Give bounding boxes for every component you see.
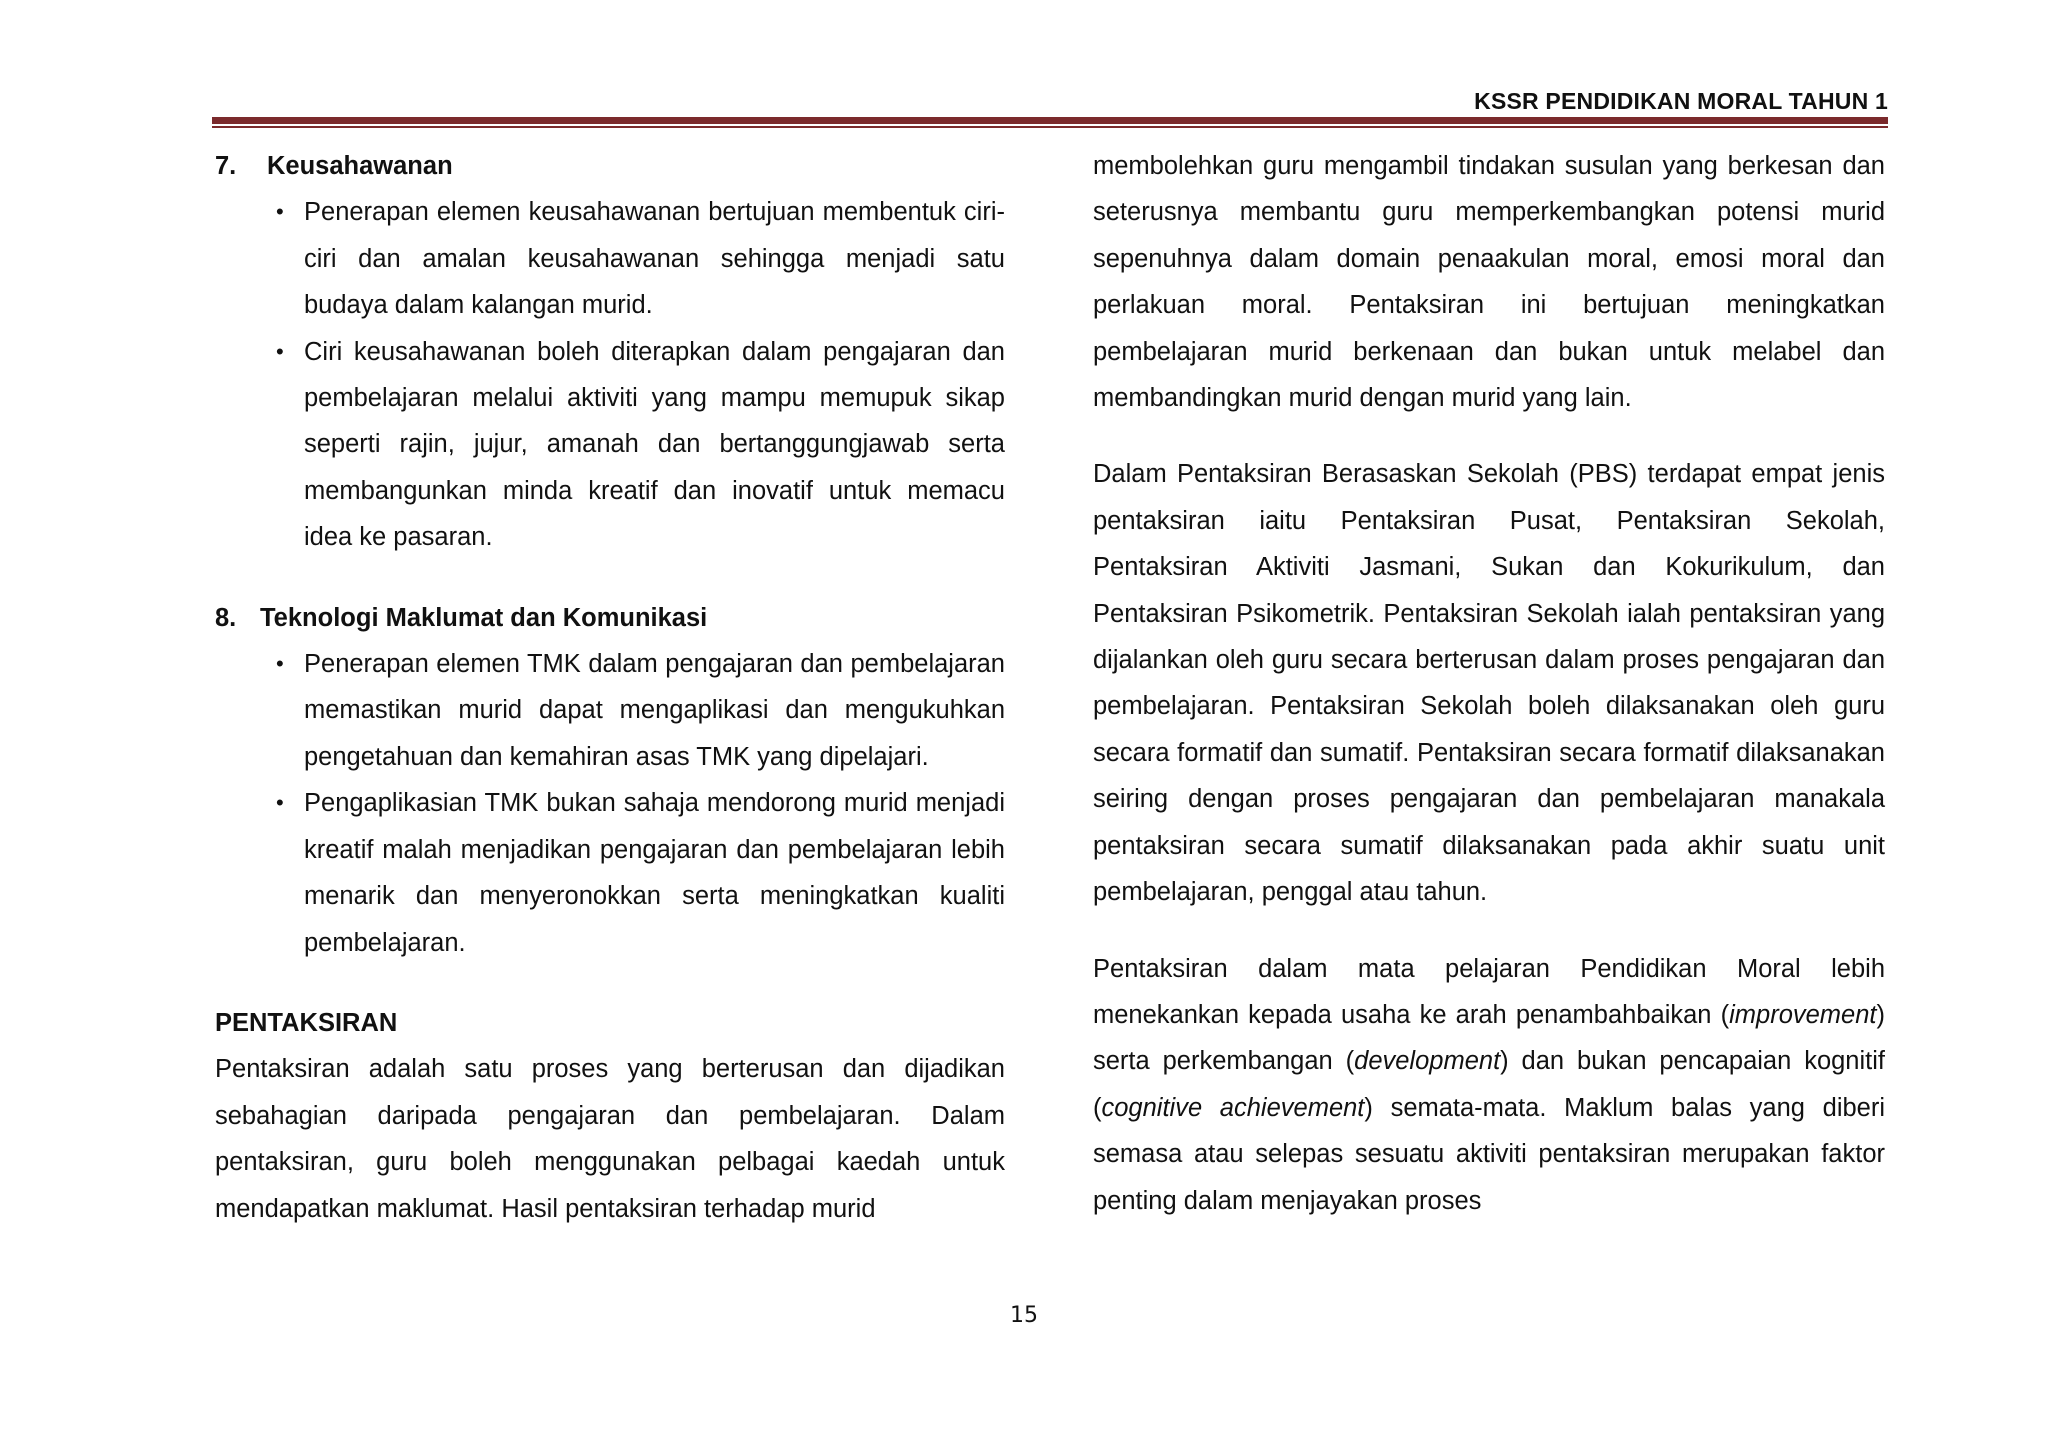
spacer <box>215 966 1005 1000</box>
list-item <box>270 329 1005 561</box>
bullet-text: Ciri keusahawanan boleh diterapkan dalam pengajaran dan pembelajaran melalui aktiviti yang mampu memupuk sikap seperti rajin, jujur, amanah dan bertanggungjawab serta membangunkan minda kreatif dan inovatif untuk memacu idea ke pasaran. <box>304 337 1005 552</box>
header-rule-thick <box>212 117 1888 124</box>
left-column <box>215 143 1005 1232</box>
paragraph-3-text-1: Pentaksiran dalam mata pelajaran Pendidikan Moral lebih menekankan kepada usaha ke arah penambahbaikan ( <box>1093 954 1885 1029</box>
paragraph-3-italic-1: improvement <box>1729 1000 1877 1029</box>
bullet-text: Pengaplikasian TMK bukan sahaja mendorong murid menjadi kreatif malah menjadikan pengajaran dan pembelajaran lebih menarik dan menyeronokkan serta meningkatkan kualiti pembelajaran. <box>304 789 1005 957</box>
bullet-text: Penerapan elemen TMK dalam pengajaran dan pembelajaran memastikan murid dapat mengaplikasi dan mengukuhkan pengetahuan dan kemahiran asas TMK yang dipelajari. <box>304 650 1005 771</box>
header-rule-thin <box>212 126 1888 128</box>
section-8-heading <box>215 595 1005 641</box>
bullet-icon: • <box>276 651 284 677</box>
bullet-icon: • <box>276 338 284 364</box>
list-item <box>270 780 1005 966</box>
section-8-bullet-list <box>215 641 1005 966</box>
section-7-heading <box>215 143 1005 189</box>
paragraph-3-italic-3: cognitive achievement <box>1101 1093 1365 1122</box>
paragraph-3-text-2: ) serta perkembangan ( <box>1093 1000 1885 1076</box>
paragraph-3-italic-2: development <box>1354 1047 1501 1076</box>
bullet-icon: • <box>276 790 284 816</box>
section-8-title: Teknologi Maklumat dan Komunikasi <box>260 603 708 632</box>
header-title: KSSR PENDIDIKAN MORAL TAHUN 1 <box>1474 88 1888 114</box>
paragraph-3-text-3: ) dan bukan pencapaian kognitif ( <box>1093 1047 1885 1122</box>
paragraph-3-text-4: ) semata-mata. Maklum balas yang diberi semasa atau selepas sesuatu aktiviti pentaksiran merupakan faktor penting dalam menjayakan proses <box>1093 1093 1886 1215</box>
spacer <box>215 561 1005 595</box>
bullet-text: Penerapan elemen keusahawanan bertujuan membentuk ciri-ciri dan amalan keusahawanan sehingga menjadi satu budaya dalam kalangan murid. <box>304 198 1005 320</box>
pentaksiran-heading: PENTAKSIRAN <box>215 1008 398 1037</box>
right-column <box>1093 143 1885 1224</box>
right-paragraph-3 <box>1093 946 1885 1224</box>
pentaksiran-paragraph: Pentaksiran adalah satu proses yang berterusan dan dijadikan sebahagian daripada pengajaran dan pembelajaran. Dalam pentaksiran, guru boleh menggunakan pelbagai kaedah untuk mendapatkan maklumat. Hasil pentaksiran terhadap murid <box>215 1055 1005 1223</box>
spacer <box>1093 421 1885 451</box>
section-8-number: 8. <box>215 603 237 632</box>
section-7-number: 7. <box>215 152 237 180</box>
section-7-bullet-list <box>215 189 1005 560</box>
section-7-title: Keusahawanan <box>267 152 453 180</box>
right-paragraph-2: Dalam Pentaksiran Berasaskan Sekolah (PBS) terdapat empat jenis pentaksiran iaitu Pentaksiran Pusat, Pentaksiran Sekolah, Pentaksiran Aktiviti Jasmani, Sukan dan Kokurikulum, dan Pentaksiran Psikometrik. Pentaksiran Sekolah ialah pentaksiran yang dijalankan oleh guru secara berterusan dalam proses pengajaran dan pembelajaran. Pentaksiran Sekolah boleh dilaksanakan oleh guru secara formatif dan sumatif. Pentaksiran secara formatif dilaksanakan seiring dengan proses pengajaran dan pembelajaran manakala pentaksiran secara sumatif dilaksanakan pada akhir suatu unit pembelajaran, penggal atau tahun. <box>1093 460 1885 907</box>
list-item <box>270 641 1005 780</box>
list-item <box>270 189 1005 328</box>
page-number: 15 <box>1010 1303 1038 1328</box>
spacer <box>1093 916 1885 946</box>
right-paragraph-1: membolehkan guru mengambil tindakan susulan yang berkesan dan seterusnya membantu guru memperkembangkan potensi murid sepenuhnya dalam domain penaakulan moral, emosi moral dan perlakuan moral. Pentaksiran ini bertujuan meningkatkan pembelajaran murid berkenaan dan bukan untuk melabel dan membandingkan murid dengan murid yang lain. <box>1093 152 1885 413</box>
bullet-icon: • <box>276 199 284 225</box>
